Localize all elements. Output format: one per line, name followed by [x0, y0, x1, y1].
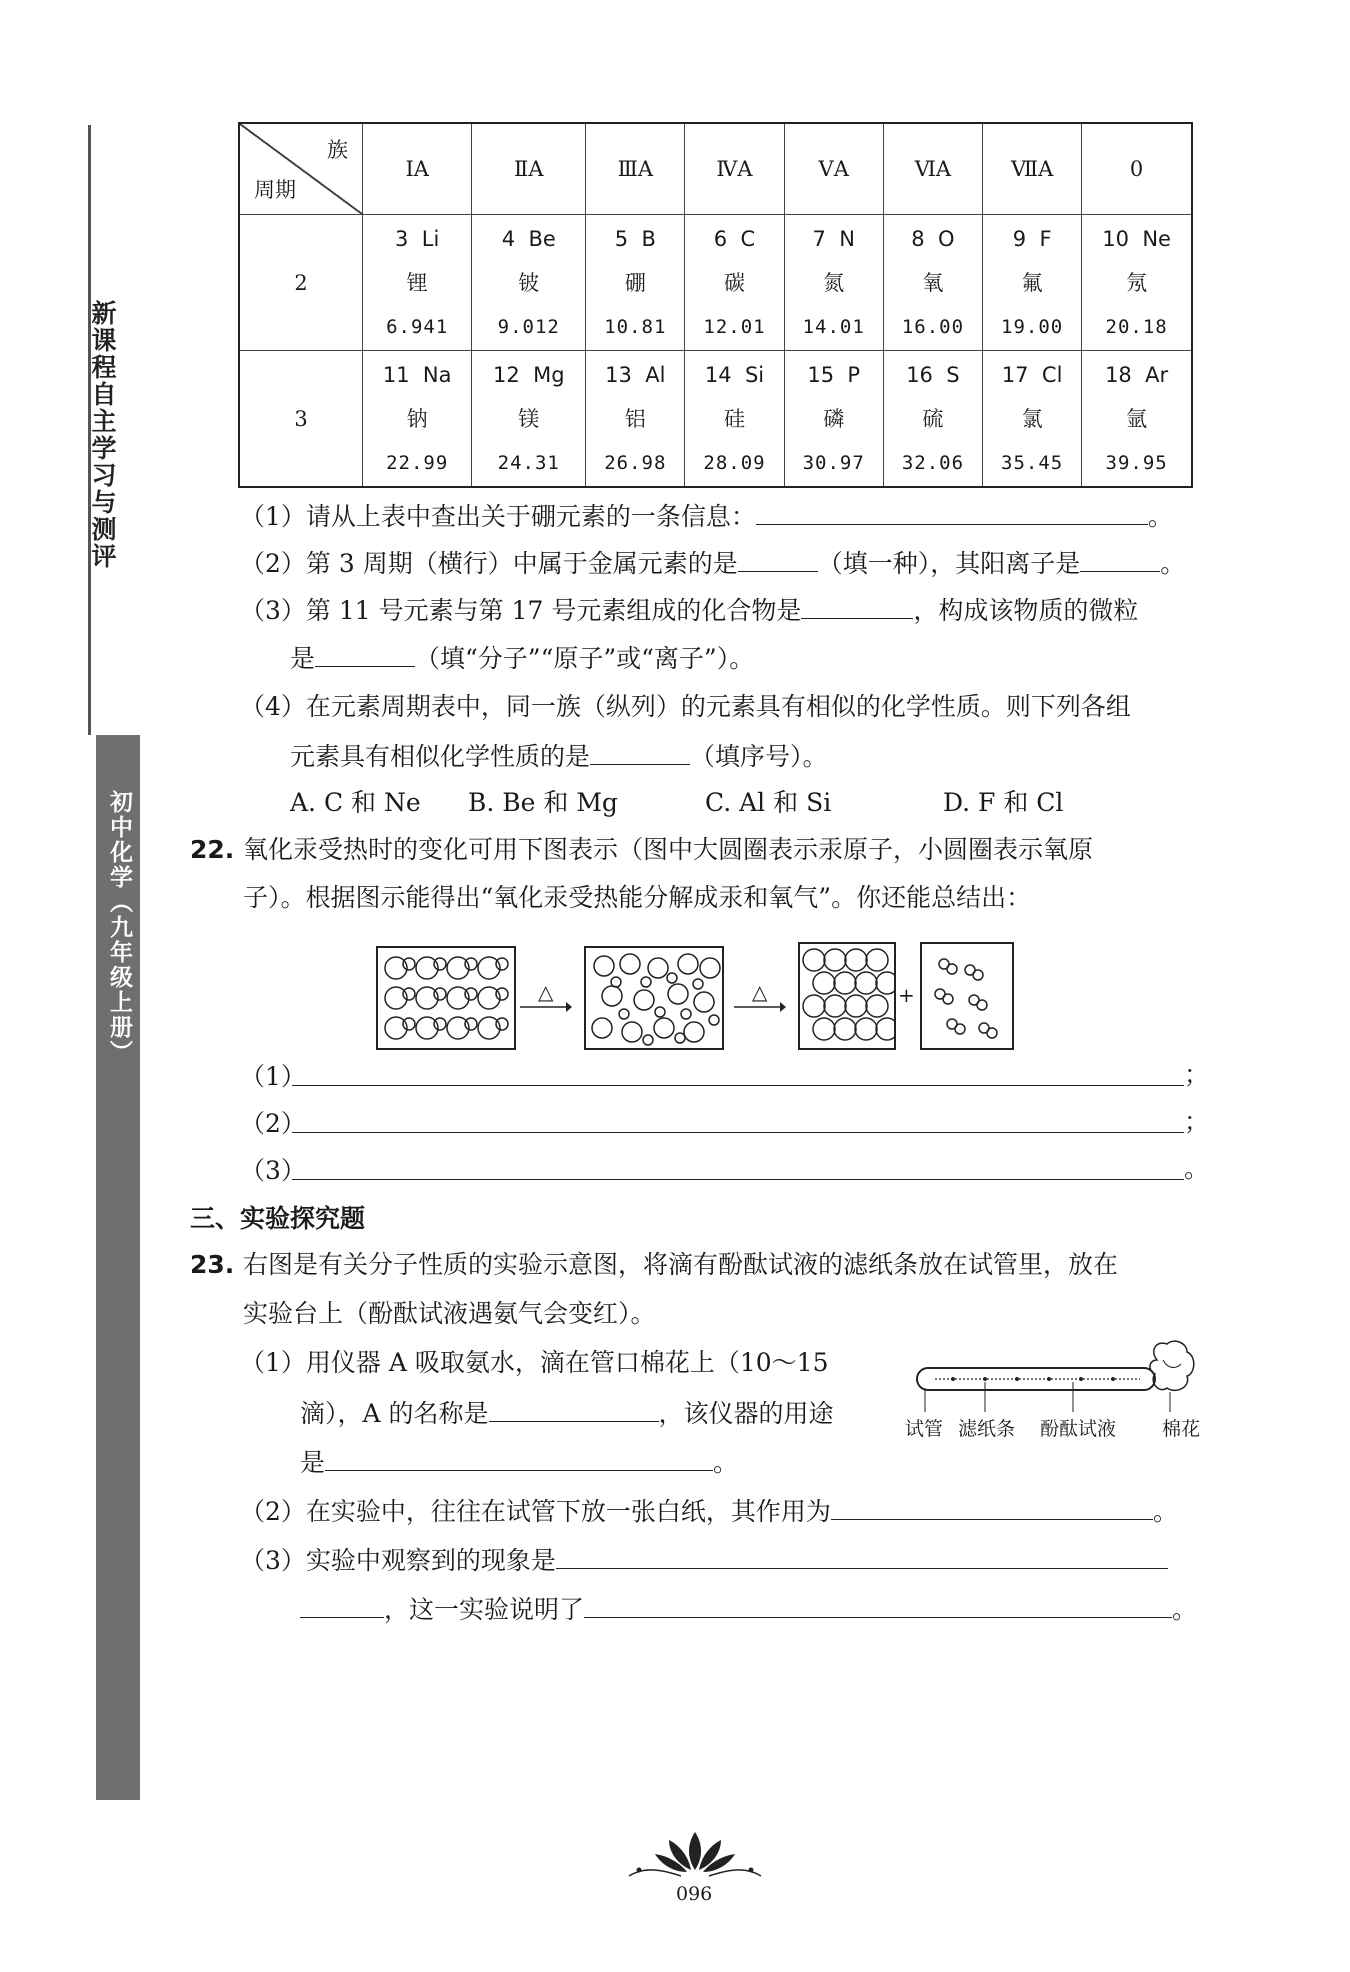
element-cell [983, 351, 1082, 488]
oxygen-atom [465, 1018, 477, 1030]
element-symbol: Ne [1142, 226, 1171, 251]
mixed-atoms-box [584, 946, 724, 1050]
element-symbol: Al [645, 362, 666, 387]
atomic-number: 8 [911, 226, 925, 251]
period-label: 2 [239, 215, 363, 351]
element-number-symbol [1082, 353, 1191, 397]
atomic-number: 6 [713, 226, 728, 251]
atomic-mass: 39.95 [1105, 451, 1168, 474]
q23-part3-text: （3）实验中观察到的现象是 [240, 1546, 556, 1575]
element-symbol: Na [422, 362, 452, 387]
element-name: 铝 [624, 406, 646, 431]
element-name: 硅 [724, 406, 745, 431]
q21-part2-text: （填一种），其阳离子是 [817, 549, 1081, 578]
atomic-number: 7 [812, 226, 826, 251]
mercury-atom [845, 995, 867, 1017]
q21-part4: （4）在元素周期表中，同一族（纵列）的元素具有相似的化学性质。则下列各组 [240, 692, 1131, 721]
mercury-atom [654, 1018, 674, 1038]
q22-number: 22. [190, 835, 235, 864]
q21-part4-text: （填序号）。 [690, 742, 828, 771]
element-symbol: O [938, 226, 955, 251]
separated-atoms [586, 948, 722, 1048]
element-cell [784, 215, 883, 351]
q23-line1: 右图是有关分子性质的实验示意图，将滴有酚酞试液的滤纸条放在试管里，放在 [243, 1250, 1119, 1279]
atomic-number: 9 [1012, 226, 1027, 251]
element-symbol: Cl [1041, 362, 1063, 387]
atomic-mass: 28.09 [703, 451, 766, 474]
element-number-symbol [685, 217, 783, 261]
mercury-atom [876, 972, 894, 994]
atomic-mass: 10.81 [604, 315, 667, 338]
oxygen-atom [403, 1018, 415, 1030]
mercury-atom [813, 972, 835, 994]
atomic-mass: 30.97 [802, 451, 865, 474]
oxygen-atom [403, 958, 415, 970]
sidebar-book-title: 新课程自主学习与测评 [88, 300, 117, 570]
element-number-symbol [363, 217, 471, 261]
oxygen-atom [667, 973, 677, 983]
mercury-oxide-molecules [378, 948, 514, 1048]
q22-blank-2-label: （2） [240, 1109, 306, 1138]
q21-part3-text: ，构成该物质的微粒 [913, 596, 1139, 625]
mercury-atom [592, 1018, 612, 1038]
mercury-atom [824, 995, 846, 1017]
sidebar-subject-label: 初中化学（九年级上册） [106, 790, 132, 1065]
q23-part1-text: 是 [300, 1448, 326, 1477]
answer-blank[interactable] [738, 545, 818, 572]
element-symbol: Si [744, 362, 765, 387]
q22-blank-1-label: （1） [240, 1062, 306, 1091]
period-label: 3 [239, 351, 363, 488]
plus-sign: + [898, 983, 915, 1007]
answer-blank[interactable] [325, 1444, 713, 1471]
element-symbol: S [946, 362, 960, 387]
element-cell [586, 351, 685, 488]
element-name: 锂 [406, 270, 428, 295]
oxygen-atom [693, 979, 703, 989]
element-name: 硫 [922, 406, 944, 431]
mercury-atom [668, 984, 688, 1004]
mercury-atom [866, 995, 888, 1017]
answer-blank[interactable] [1080, 545, 1160, 572]
group-header: ⅢA [586, 123, 685, 215]
mercury-atom [694, 992, 714, 1012]
oxygen-atom [434, 958, 446, 970]
oxygen-atom [709, 1015, 719, 1025]
q23-part3 [240, 1542, 1168, 1578]
element-cell [883, 215, 982, 351]
element-cell [685, 215, 784, 351]
mercury-atom [684, 1022, 704, 1042]
mercury-atom [876, 1018, 894, 1040]
punct: 。 [1147, 502, 1173, 531]
atomic-mass: 19.00 [1001, 315, 1064, 338]
answer-blank[interactable] [315, 640, 415, 667]
element-cell [784, 351, 883, 488]
element-name: 碳 [724, 270, 745, 295]
group-header: ⅤA [784, 123, 883, 215]
q23-part2 [240, 1493, 1178, 1529]
label-phenolphthalein: 酚酞试液 [1040, 1418, 1117, 1440]
element-number-symbol [983, 217, 1081, 261]
atomic-mass: 16.00 [901, 315, 965, 338]
q21-part4-text: 元素具有相似化学性质的是 [290, 742, 591, 771]
element-symbol: N [839, 226, 855, 251]
element-number-symbol [884, 353, 982, 397]
section-title: 三、实验探究题 [190, 1204, 366, 1233]
oxygen-atom [496, 958, 508, 970]
oxygen-atom [655, 1007, 665, 1017]
q23-part1-text: 滴），A 的名称是 [300, 1399, 489, 1428]
arrow-1 [518, 1000, 573, 1014]
mercury-atoms [800, 944, 894, 1048]
element-name: 氖 [1126, 270, 1148, 295]
atomic-mass: 35.45 [1001, 451, 1064, 474]
oxygen-atom [987, 1028, 997, 1038]
q21-part3-cont [290, 640, 754, 676]
element-symbol: F [1039, 226, 1052, 251]
mercury-atom [648, 958, 668, 978]
page-number: 096 [676, 1883, 713, 1905]
group-header: ⅣA [685, 123, 784, 215]
element-name: 氮 [823, 270, 845, 295]
answer-blank[interactable] [489, 1395, 659, 1422]
atomic-number: 10 [1102, 226, 1129, 251]
element-number-symbol [1082, 217, 1191, 261]
oxygen-molecules [922, 944, 1012, 1048]
answer-blank[interactable] [756, 498, 1148, 525]
mercury-atom [622, 1022, 642, 1042]
element-symbol: Li [421, 226, 440, 251]
q23-part2-text: （2）在实验中，往往在试管下放一张白纸，其作用为 [240, 1497, 831, 1526]
mercury-atom [620, 954, 640, 974]
element-name: 镁 [518, 406, 540, 431]
q22-line1: 氧化汞受热时的变化可用下图表示（图中大圆圈表示汞原子，小圆圈表示氧原 [243, 835, 1094, 864]
atomic-mass: 20.18 [1105, 315, 1168, 338]
q21-option-d: D. F 和 Cl [943, 788, 1064, 817]
element-name: 氧 [922, 270, 944, 295]
element-cell [472, 351, 586, 488]
group-header: ⅦA [983, 123, 1082, 215]
element-cell [363, 215, 472, 351]
table-row [239, 351, 1192, 488]
label-cotton: 棉花 [1162, 1418, 1201, 1440]
atomic-mass: 22.99 [386, 451, 449, 474]
atomic-number: 13 [605, 362, 632, 387]
q22-blank-3-label: （3） [240, 1156, 306, 1185]
header-period-label: 周期 [254, 178, 296, 202]
oxygen-atom [619, 1009, 629, 1019]
q21-part3-text: 是 [290, 644, 316, 673]
element-symbol: C [740, 226, 756, 251]
atomic-mass: 32.06 [901, 451, 965, 474]
q21-option-b: B. Be 和 Mg [468, 788, 618, 817]
group-header: ⅡA [472, 123, 586, 215]
mercury-atom [855, 972, 877, 994]
oxygen-atom [675, 1033, 685, 1043]
q21-part1-text: （1）请从上表中查出关于硼元素的一条信息： [240, 502, 756, 531]
punct: 。 [1160, 549, 1186, 578]
q23-part3-text: ，这一实验说明了 [384, 1595, 585, 1624]
answer-blank[interactable] [556, 1542, 1168, 1569]
heat-symbol-1: △ [538, 980, 554, 1004]
element-number-symbol [472, 353, 585, 397]
answer-blank[interactable] [590, 738, 690, 765]
q23-part1-text: ，该仪器的用途 [658, 1399, 834, 1428]
oxygen-atom [643, 1035, 653, 1045]
element-cell [1082, 351, 1192, 488]
answer-blank[interactable] [801, 592, 913, 619]
table-row [239, 215, 1192, 351]
atomic-number: 12 [493, 362, 520, 387]
q22-blank-3-end: 。 [1184, 1154, 1210, 1183]
oxygen-atom [977, 1000, 987, 1010]
element-cell [472, 215, 586, 351]
q23-part1-cont2 [300, 1444, 738, 1480]
element-number-symbol [472, 217, 585, 261]
q21-option-a: A. C 和 Ne [290, 788, 421, 817]
element-symbol: Ar [1145, 362, 1169, 387]
periodic-table [238, 122, 1193, 488]
q21-part2 [240, 545, 1185, 581]
element-name: 氯 [1021, 406, 1043, 431]
answer-blank[interactable] [584, 1591, 1172, 1618]
header-group-label: 族 [327, 138, 348, 162]
element-cell [1082, 215, 1192, 351]
mercury-atom [594, 956, 614, 976]
oxygen-atom [496, 1018, 508, 1030]
q21-part3-text: （3）第 11 号元素与第 17 号元素组成的化合物是 [240, 596, 802, 625]
element-cell [363, 351, 472, 488]
element-cell [983, 215, 1082, 351]
element-symbol: P [847, 362, 861, 387]
mercury-atom [634, 990, 654, 1010]
mercury-atom [834, 1018, 856, 1040]
oxygen-atom [465, 958, 477, 970]
atomic-number: 17 [1001, 362, 1029, 387]
element-number-symbol [685, 353, 783, 397]
heat-symbol-2: △ [752, 980, 768, 1004]
element-symbol: Be [528, 226, 556, 251]
oxygen-box [920, 942, 1014, 1050]
mercury-atom [678, 954, 698, 974]
table-header-row [239, 123, 1192, 215]
element-name: 氟 [1021, 270, 1043, 295]
q22-answer-line-2[interactable] [292, 1132, 1184, 1133]
oxygen-atom [681, 1009, 691, 1019]
mercury-atom [824, 949, 846, 971]
q23-part1-cont [300, 1395, 834, 1431]
q22-answer-line-1[interactable] [292, 1085, 1184, 1086]
atomic-mass: 24.31 [497, 451, 560, 474]
mercury-atom [813, 1018, 835, 1040]
oxygen-atom [973, 970, 983, 980]
element-number-symbol [983, 353, 1081, 397]
group-header: ⅥA [883, 123, 982, 215]
element-name: 磷 [823, 406, 845, 431]
q21-part4-cont [290, 738, 828, 774]
atomic-mass: 12.01 [703, 315, 766, 338]
element-number-symbol [785, 217, 883, 261]
oxygen-atom [465, 988, 477, 1000]
oxygen-atom [611, 977, 621, 987]
answer-blank[interactable] [300, 1591, 384, 1618]
q22-blank-2-end: ； [1184, 1107, 1210, 1136]
mercury-atom [845, 949, 867, 971]
mercury-atom [700, 958, 720, 978]
oxygen-atom [434, 988, 446, 1000]
mercury-box [798, 942, 896, 1050]
mercury-atom [855, 1018, 877, 1040]
atomic-number: 15 [807, 362, 835, 387]
q22-blank-1-end: ； [1184, 1060, 1210, 1089]
q23-number: 23. [190, 1250, 235, 1279]
oxygen-atom [403, 988, 415, 1000]
table-corner-cell [239, 123, 363, 215]
atomic-mass: 6.941 [386, 315, 449, 338]
element-name: 铍 [518, 270, 540, 295]
element-number-symbol [785, 353, 883, 397]
q21-part3 [240, 592, 1138, 628]
oxygen-atom [947, 964, 957, 974]
atomic-number: 5 [614, 226, 629, 251]
atomic-mass: 26.98 [604, 451, 667, 474]
oxygen-atom [955, 1024, 965, 1034]
mercury-atom [803, 995, 825, 1017]
punct: 。 [1152, 1497, 1178, 1526]
footer-ornament [625, 1830, 765, 1882]
q23-part1: （1）用仪器 A 吸取氨水，滴在管口棉花上（10～15 [240, 1348, 829, 1377]
atomic-number: 4 [501, 226, 516, 251]
atomic-number: 14 [704, 362, 732, 387]
atomic-mass: 9.012 [497, 315, 560, 338]
q21-option-c: C. Al 和 Si [705, 788, 832, 817]
answer-blank[interactable] [831, 1493, 1153, 1520]
arrow-2 [732, 1000, 787, 1014]
element-number-symbol [363, 353, 471, 397]
element-name: 硼 [624, 270, 646, 295]
atomic-number: 3 [395, 226, 409, 251]
element-number-symbol [586, 217, 684, 261]
element-number-symbol [586, 353, 684, 397]
element-name: 钠 [406, 406, 428, 431]
q21-part1 [240, 498, 1173, 534]
mercury-atom [834, 972, 856, 994]
element-number-symbol [884, 217, 982, 261]
element-cell [586, 215, 685, 351]
group-header: ⅠA [363, 123, 472, 215]
element-symbol: Mg [533, 362, 565, 387]
element-cell [685, 351, 784, 488]
mercury-atom [866, 949, 888, 971]
element-symbol: B [641, 226, 656, 251]
punct: 。 [1172, 1595, 1198, 1624]
atomic-mass: 14.01 [802, 315, 865, 338]
mercury-atom [602, 986, 622, 1006]
oxygen-atom [641, 977, 651, 987]
oxygen-atom [434, 1018, 446, 1030]
oxygen-atom [943, 994, 953, 1004]
mercury-oxide-box [376, 946, 516, 1050]
mercury-atom [803, 949, 825, 971]
oxygen-atom [496, 988, 508, 1000]
q23-line2: 实验台上（酚酞试液遇氨气会变红）。 [243, 1299, 656, 1328]
q23-part3-cont [300, 1591, 1197, 1627]
element-cell [883, 351, 982, 488]
label-filter-paper: 滤纸条 [958, 1418, 1016, 1440]
atomic-number: 18 [1105, 362, 1132, 387]
q21-part3-text: （填“分子”“原子”或“离子”）。 [415, 644, 755, 673]
punct: 。 [713, 1448, 739, 1477]
atomic-number: 11 [382, 362, 410, 387]
q21-part2-text: （2）第 3 周期（横行）中属于金属元素的是 [240, 549, 738, 578]
element-name: 氩 [1126, 406, 1148, 431]
atomic-number: 16 [906, 362, 933, 387]
q22-answer-line-3[interactable] [292, 1179, 1184, 1180]
label-test-tube: 试管 [905, 1418, 944, 1440]
q22-line2: 子）。根据图示能得出“氧化汞受热能分解成汞和氧气”。你还能总结出： [243, 883, 1032, 912]
group-header: 0 [1082, 123, 1192, 215]
